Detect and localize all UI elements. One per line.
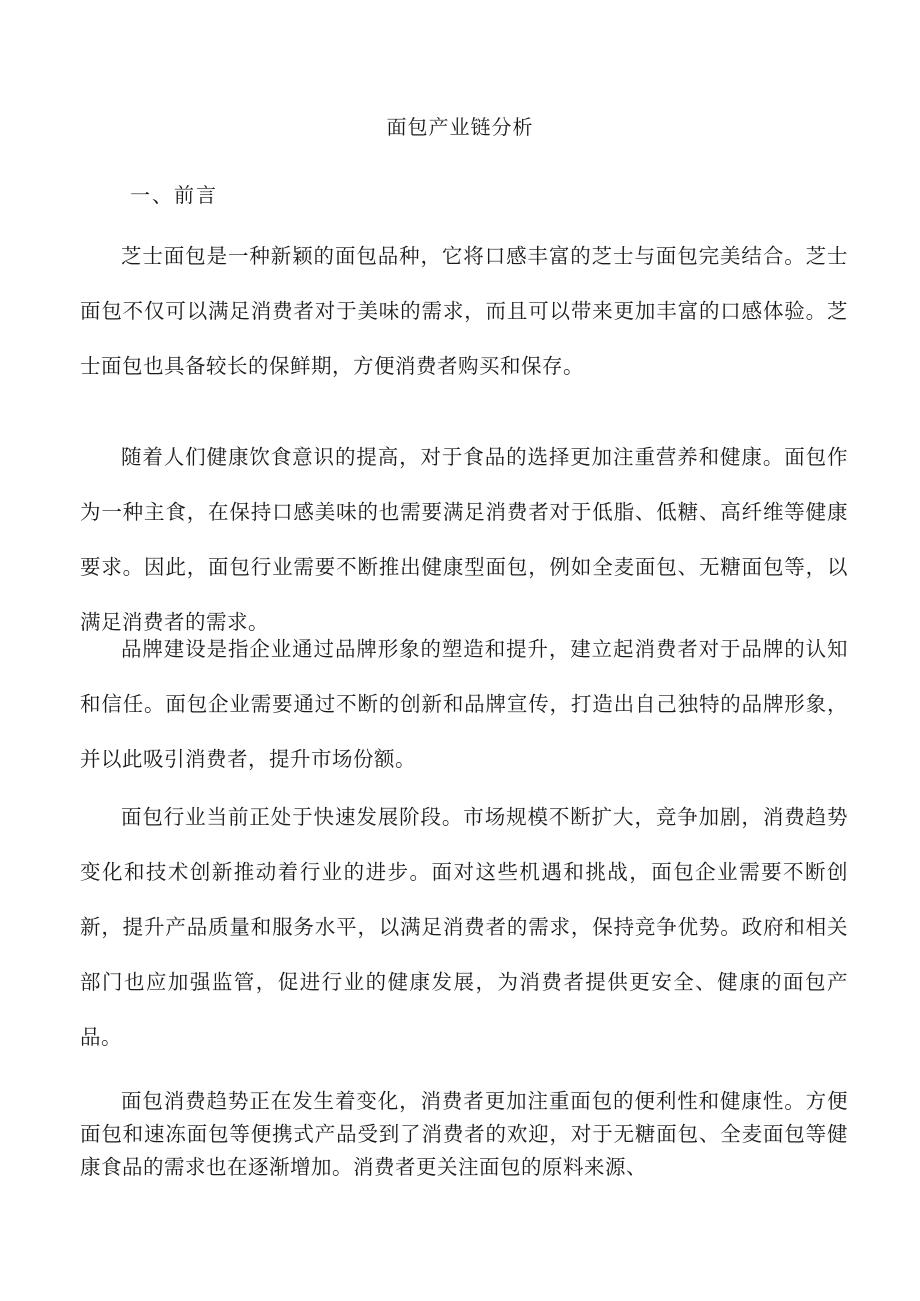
paragraph-consumption-trends: 面包消费趋势正在发生着变化，消费者更加注重面包的便利性和健康性。方便面包和速冻面包等便携式产品受到了消费者的欢迎，对于无糖面包、全麦面包等健康食品的需求也在逐渐增加。消费者更关注面包的原料来源、	[80, 1089, 848, 1179]
paragraph-brand-building: 品牌建设是指企业通过品牌形象的塑造和提升，建立起消费者对于品牌的认知和信任。面包企业需要通过不断的创新和品牌宣传，打造出自己独特的品牌形象，并以此吸引消费者，提升市场份额。	[80, 637, 848, 771]
section-heading: 一、前言	[130, 183, 218, 207]
paragraph-health-awareness: 随着人们健康饮食意识的提高，对于食品的选择更加注重营养和健康。面包作为一种主食，在保持口感美味的也需要满足消费者对于低脂、低糖、高纤维等健康要求。因此，面包行业需要不断推出健康型面包，例如全麦面包、无糖面包等，以满足消费者的需求。	[80, 445, 848, 634]
document-title: 面包产业链分析	[386, 115, 534, 139]
paragraph-cheese-bread: 芝士面包是一种新颖的面包品种，它将口感丰富的芝士与面包完美结合。芝士面包不仅可以满足消费者对于美味的需求，而且可以带来更加丰富的口感体验。芝士面包也具备较长的保鲜期，方便消费者购买和保存。	[80, 244, 848, 378]
paragraph-industry-development: 面包行业当前正处于快速发展阶段。市场规模不断扩大，竞争加剧，消费趋势变化和技术创新推动着行业的进步。面对这些机遇和挑战，面包企业需要不断创新，提升产品质量和服务水平，以满足消费者的需求，保持竞争优势。政府和相关部门也应加强监管，促进行业的健康发展，为消费者提供更安全、健康的面包产品。	[80, 805, 848, 1049]
